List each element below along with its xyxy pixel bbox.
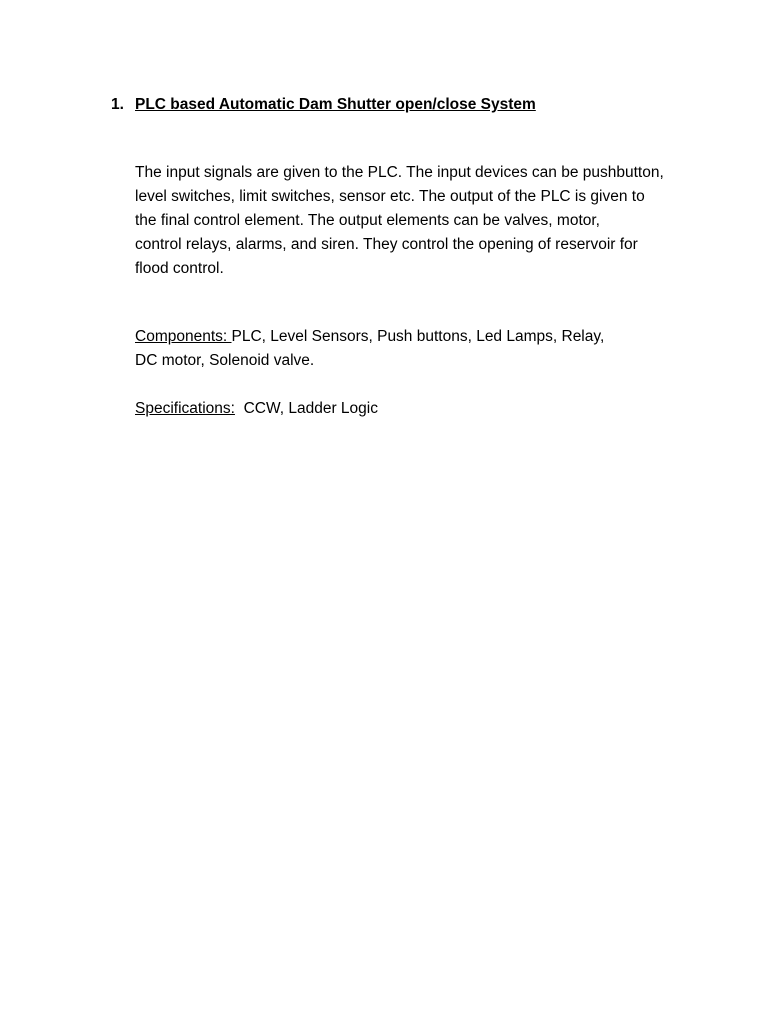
components-line-1 [135,325,695,349]
description-line: flood control. [135,260,224,277]
description-line: level switches, limit switches, sensor etc. The output of the PLC is given to [135,188,645,205]
section-heading [111,94,536,116]
specifications-label: Specifications: [135,400,235,417]
description-line: control relays, alarms, and siren. They control the opening of reservoir for [135,236,638,253]
components-paragraph [135,325,695,373]
heading-title: PLC based Automatic Dam Shutter open/close System [135,96,536,113]
description-paragraph [135,161,695,281]
description-line: The input signals are given to the PLC. The input devices can be pushbutton, [135,164,664,181]
components-label: Components: [135,328,232,345]
components-list-part-2: DC motor, Solenoid valve. [135,352,315,369]
description-line: the final control element. The output elements can be valves, motor, [135,212,600,229]
specifications-value: CCW, Ladder Logic [234,400,378,417]
heading-number: 1. [111,96,124,113]
components-list-part-1: PLC, Level Sensors, Push buttons, Led Lamps, Relay, [231,328,605,345]
specifications-paragraph [135,397,378,421]
